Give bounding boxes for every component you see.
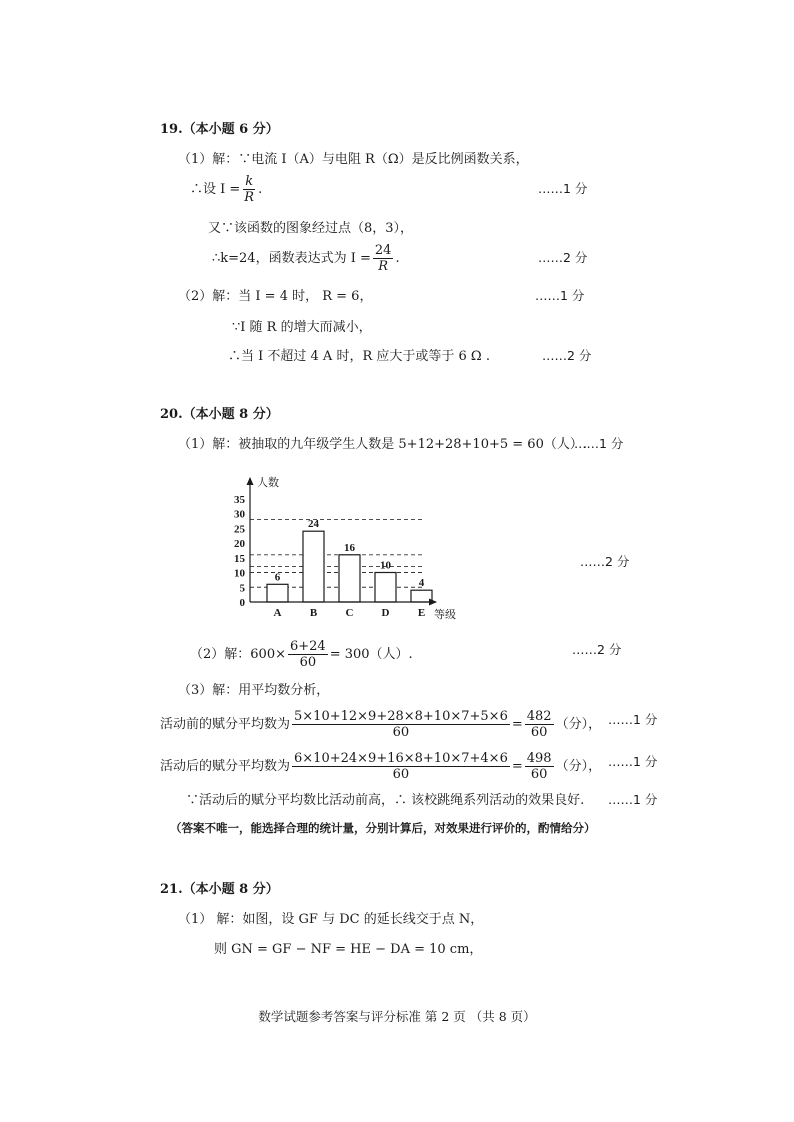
- bar-value-label: 16: [344, 541, 355, 554]
- q19-set-fraction: [242, 175, 256, 204]
- q20-part3-intro: （3）解：用平均数分析，: [178, 683, 330, 698]
- q20-before-unit: （分），: [555, 717, 602, 732]
- y-tick-label: 5: [239, 582, 245, 595]
- q19-part2-line3: ∴当 I 不超过 4 A 时，R 应大于或等于 6 Ω .: [228, 349, 490, 364]
- x-tick-label: B: [309, 607, 318, 619]
- bar-value-label: 24: [308, 518, 319, 531]
- q19-header: 19.（本小题 6 分）: [160, 122, 279, 137]
- q19-score-3: ……1 分: [535, 288, 585, 303]
- q19-k-denominator: R: [378, 259, 389, 274]
- q20-part2-suffix: = 300（人）.: [329, 647, 413, 662]
- q20-before-average: [160, 710, 601, 739]
- q19-k-fraction: [373, 244, 394, 273]
- q20-before-equals: =: [511, 717, 523, 732]
- q21-header: 21.（本小题 8 分）: [160, 882, 279, 897]
- q21-part1-line1: （1） 解：如图，设 GF 与 DC 的延长线交于点 N，: [178, 912, 484, 927]
- bar: [411, 590, 432, 602]
- q20-after-numerator: 6×10+24×9+16×8+10×7+4×6: [294, 751, 508, 766]
- q19-k-suffix: .: [395, 251, 400, 266]
- q20-after-result-numerator: 498: [526, 751, 552, 766]
- y-tick-labels: [234, 494, 246, 609]
- y-tick-label: 30: [234, 508, 245, 521]
- q19-part2-line1: （2）解：当 I = 4 时， R = 6，: [178, 289, 373, 304]
- q19-point-line: 又∵该函数的图象经过点（8，3），: [208, 221, 414, 236]
- q20-after-unit: （分），: [555, 759, 602, 774]
- x-axis-arrow: [429, 599, 437, 606]
- q19-part2-line2: ∵I 随 R 的增大而减小，: [232, 320, 372, 335]
- q20-header: 20.（本小题 8 分）: [160, 407, 279, 422]
- bar-chart: [226, 470, 476, 625]
- q20-after-result-fraction: [525, 752, 554, 781]
- bar-value-label: 4: [418, 577, 425, 590]
- q20-before-result-denominator: 60: [530, 725, 548, 740]
- q20-after-equals: =: [511, 759, 523, 774]
- q19-set-formula: [190, 175, 262, 204]
- q20-score-3: ……1 分: [608, 712, 658, 727]
- q20-part2-denominator: 60: [299, 655, 317, 670]
- q20-after-result-denominator: 60: [530, 767, 548, 782]
- q20-score-5: ……1 分: [608, 792, 658, 807]
- q20-after-prefix: 活动后的赋分平均数为: [160, 759, 291, 774]
- q19-set-prefix: ∴设 I =: [190, 182, 241, 197]
- q19-set-suffix: .: [258, 182, 263, 197]
- y-tick-label: 25: [234, 523, 245, 536]
- q20-score-1: ……1 分: [574, 436, 624, 451]
- bar-value-label: 6: [274, 571, 281, 584]
- q20-score-2: ……2 分: [572, 642, 622, 657]
- q20-before-numerator: 5×10+12×9+28×8+10×7+5×6: [294, 709, 508, 724]
- q20-after-denominator: 60: [392, 767, 410, 782]
- y-axis-label: 人数: [257, 476, 279, 489]
- q20-grading-note: （答案不唯一，能选择合理的统计量，分别计算后，对效果进行评价的，酌情给分）: [170, 821, 596, 835]
- bar: [267, 584, 288, 602]
- bar-value-label: 10: [380, 559, 391, 572]
- q20-before-result-numerator: 482: [526, 709, 552, 724]
- q20-before-result-fraction: [525, 710, 554, 739]
- bar: [375, 573, 396, 603]
- x-axis-label: 等级: [434, 608, 456, 621]
- x-tick-labels: [274, 607, 426, 619]
- q20-before-prefix: 活动前的赋分平均数为: [160, 717, 291, 732]
- q20-score-chart: ……2 分: [580, 554, 630, 569]
- q20-part1-line: （1）解：被抽取的九年级学生人数是 5+12+28+10+5 = 60（人）.: [178, 437, 587, 452]
- q19-k-formula: [212, 244, 400, 273]
- q20-before-denominator: 60: [392, 725, 410, 740]
- y-tick-label: 0: [239, 597, 245, 609]
- q20-conclusion: ∵活动后的赋分平均数比活动前高，∴ 该校跳绳系列活动的效果良好.: [186, 793, 585, 808]
- q19-set-numerator: k: [245, 174, 254, 189]
- x-tick-label: C: [345, 607, 354, 619]
- x-tick-label: A: [273, 607, 282, 619]
- q19-score-4: ……2 分: [542, 348, 592, 363]
- bar: [303, 531, 324, 602]
- y-tick-label: 20: [234, 538, 245, 550]
- y-tick-label: 35: [234, 493, 245, 506]
- q19-score-2: ……2 分: [538, 250, 588, 265]
- q19-k-prefix: ∴k=24，函数表达式为 I =: [212, 251, 371, 266]
- x-tick-label: D: [381, 607, 390, 619]
- bar: [339, 555, 360, 602]
- q21-part1-line2: 则 GN = GF − NF = HE − DA = 10 cm，: [214, 942, 483, 957]
- page-footer: 数学试题参考答案与评分标准 第 2 页 （共 8 页）: [258, 1009, 536, 1024]
- y-axis-arrow: [247, 477, 254, 485]
- q20-after-fraction: [292, 752, 510, 781]
- q19-score-1: ……1 分: [538, 181, 588, 196]
- q20-before-fraction: [292, 710, 510, 739]
- q19-k-numerator: 24: [374, 243, 392, 258]
- y-tick-label: 15: [234, 552, 245, 565]
- q20-part2-formula: [190, 640, 413, 669]
- q20-part2-prefix: （2）解：600×: [190, 647, 286, 662]
- q19-set-denominator: R: [244, 190, 255, 205]
- q20-part2-numerator: 6+24: [289, 639, 326, 654]
- x-tick-label: E: [417, 607, 426, 619]
- q20-part2-fraction: [288, 640, 328, 669]
- q19-part1-intro: （1）解：∵电流 I（A）与电阻 R（Ω）是反比例函数关系，: [178, 152, 529, 167]
- y-tick-label: 10: [234, 567, 245, 580]
- q20-score-4: ……1 分: [608, 754, 658, 769]
- q20-after-average: [160, 752, 601, 781]
